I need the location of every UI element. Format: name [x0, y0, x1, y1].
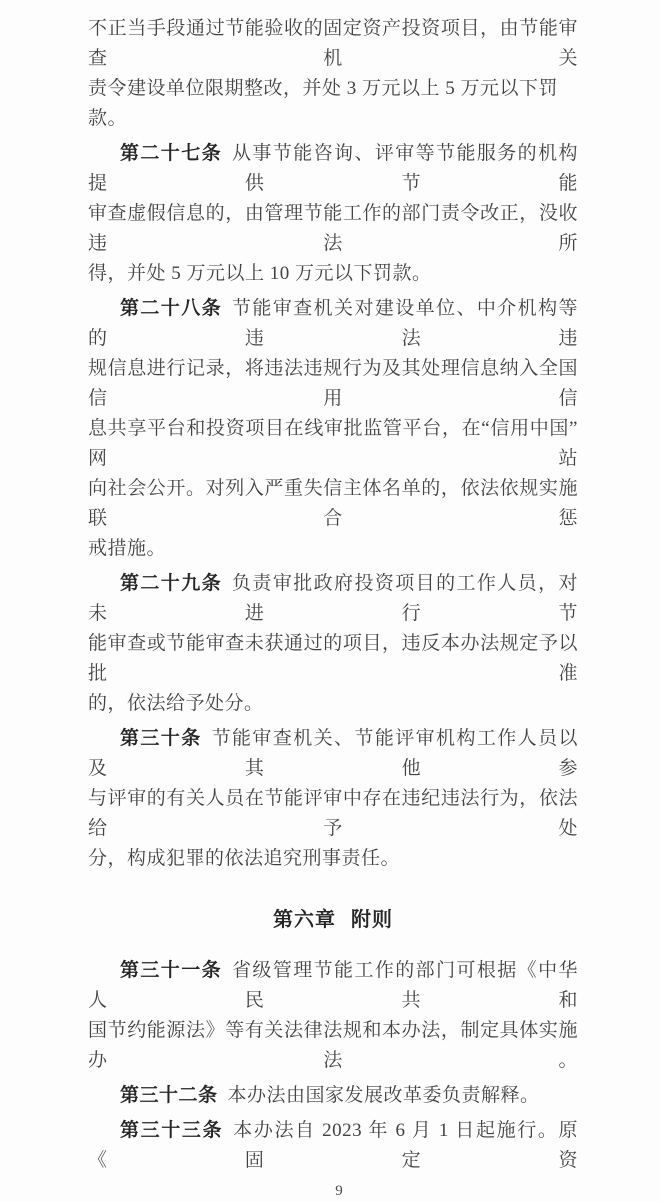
article-number: 第三十二条: [120, 1085, 218, 1106]
line-text: 规信息进行记录，将违法违规行为及其处理信息纳入全国信用信: [88, 358, 578, 409]
line-text: 分，构成犯罪的依法追究刑事责任。: [88, 848, 401, 869]
chapter-label: 第六章: [273, 909, 336, 931]
chapter-title: 附则: [351, 909, 393, 931]
text-line: [88, 844, 578, 874]
line-text: 得，并处 5 万元以上 10 万元以下罚款。: [88, 263, 432, 284]
text-line: [88, 414, 578, 474]
article-number: 第二十七条: [120, 143, 223, 164]
line-text: 能审查或节能审查未获通过的项目，违反本办法规定予以批准: [88, 633, 578, 684]
paragraph: [88, 724, 578, 874]
paragraph: [88, 956, 578, 1076]
article-number: 第二十八条: [120, 298, 223, 319]
text-line: [88, 259, 578, 289]
text-line: [88, 139, 578, 199]
text-line: [88, 534, 578, 564]
line-text: 戒措施。: [88, 538, 167, 559]
line-text: 从事节能咨询、评审等节能服务的机构提供节能: [88, 143, 578, 194]
text-line: [88, 74, 578, 134]
line-text: 审查虚假信息的，由管理节能工作的部门责令改正，没收违法所: [88, 203, 578, 254]
text-line: [88, 784, 578, 844]
line-text: 息共享平台和投资项目在线审批监管平台，在“信用中国”网站: [88, 418, 578, 469]
article-number: 第三十条: [120, 728, 202, 749]
line-text: 的，依法给予处分。: [88, 693, 264, 714]
text-line: [88, 724, 578, 784]
paragraph: [88, 569, 578, 719]
chapter-heading: [88, 904, 578, 936]
text-line: [88, 199, 578, 259]
line-text: 节能审查机关、节能评审机构工作人员以及其他参: [88, 728, 578, 779]
line-text: 负责审批政府投资项目的工作人员，对未进行节: [88, 573, 578, 624]
text-line: [88, 1116, 578, 1176]
text-block: [88, 14, 578, 1202]
text-line: [88, 956, 578, 1016]
text-line: [88, 354, 578, 414]
line-text: 向社会公开。对列入严重失信主体名单的，依法依规实施联合惩: [88, 478, 578, 529]
line-text: 与评审的有关人员在节能评审中存在违纪违法行为，依法给予处: [88, 788, 578, 839]
line-text: 省级管理节能工作的部门可根据《中华人民共和: [88, 960, 578, 1011]
line-text: 国节约能源法》等有关法律法规和本办法，制定具体实施办法。: [88, 1020, 578, 1071]
text-line: [88, 14, 578, 74]
paragraph: [88, 139, 578, 289]
line-text: 不正当手段通过节能验收的固定资产投资项目，由节能审查机关: [88, 18, 578, 69]
text-line: [88, 1081, 578, 1111]
paragraph: [88, 14, 578, 134]
article-number: 第二十九条: [120, 573, 223, 594]
text-line: [88, 294, 578, 354]
line-text: 节能审查机关对建设单位、中介机构等的违法违: [88, 298, 578, 349]
paragraph: [88, 1081, 578, 1111]
text-line: [88, 689, 578, 719]
text-line: [88, 474, 578, 534]
page-number: 9: [335, 1183, 343, 1199]
article-number: 第三十一条: [120, 960, 223, 981]
line-text: 本办法自 2023 年 6 月 1 日起施行。原《固定资: [88, 1120, 578, 1171]
line-text: 责令建设单位限期整改，并处 3 万元以上 5 万元以下罚款。: [88, 78, 559, 129]
line-text: 本办法由国家发展改革委负责解释。: [227, 1085, 540, 1106]
article-number: 第三十三条: [120, 1120, 224, 1141]
text-line: [88, 1016, 578, 1076]
text-line: [88, 569, 578, 629]
text-line: [88, 629, 578, 689]
paragraph: [88, 294, 578, 564]
paragraph: [88, 1116, 578, 1176]
